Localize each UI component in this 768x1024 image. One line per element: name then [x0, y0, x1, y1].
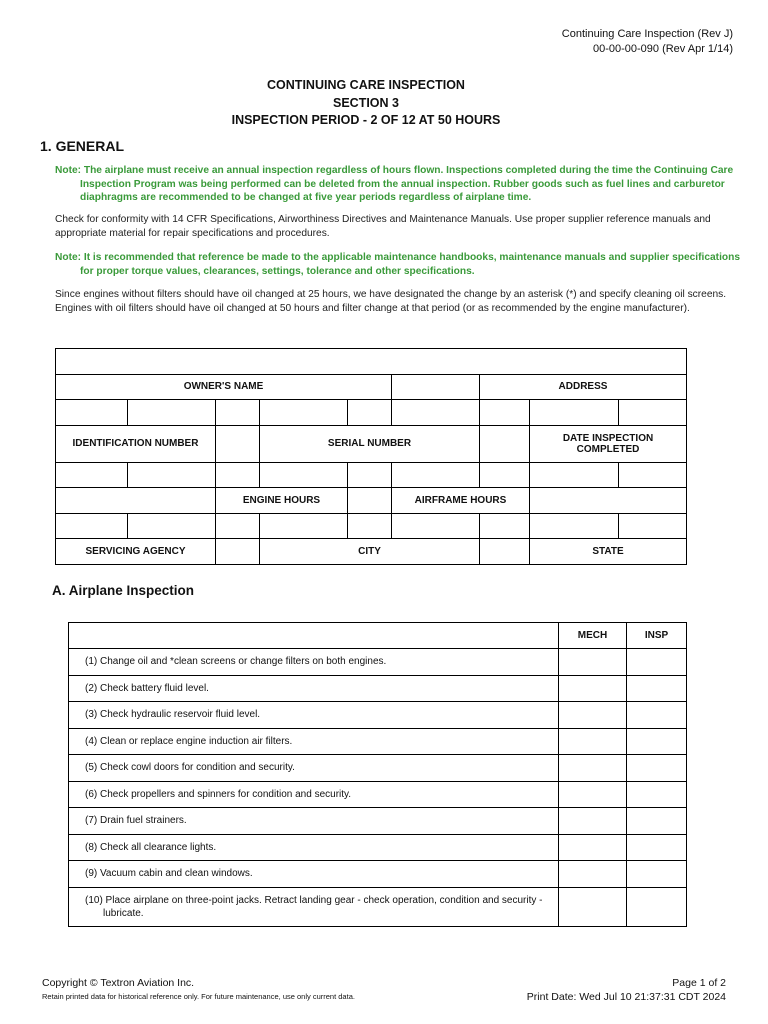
item-header-blank [69, 623, 559, 649]
inspection-item: (4) Clean or replace engine induction air filters. [85, 735, 293, 747]
insp-signoff-cell[interactable] [627, 834, 687, 861]
blank-cell[interactable] [216, 513, 260, 539]
title-line-3: INSPECTION PERIOD - 2 OF 12 AT 50 HOURS [231, 113, 501, 127]
page-number: Page 1 of 2 [672, 977, 726, 989]
blank-cell[interactable] [216, 539, 260, 565]
note-reference: Note: It is recommended that reference be made to the applicable maintenance handbooks, maintenance manuals and supplier specifications for proper torque values, clearances, settings, tolerance and other specifications. [55, 252, 741, 277]
title-line-1: CONTINUING CARE INSPECTION [267, 78, 465, 92]
blank-cell[interactable] [480, 425, 530, 462]
table-row [69, 755, 687, 782]
insp-signoff-cell[interactable] [627, 861, 687, 888]
blank-cell[interactable] [216, 425, 260, 462]
table-row [69, 649, 687, 676]
blank-cell[interactable] [260, 513, 348, 539]
title-line-2: SECTION 3 [333, 95, 399, 110]
blank-cell[interactable] [56, 488, 216, 514]
blank-cell[interactable] [530, 513, 619, 539]
insp-signoff-cell[interactable] [627, 781, 687, 808]
date-inspection-completed-label: DATE INSPECTION COMPLETED [530, 425, 687, 462]
table-row [69, 808, 687, 835]
mech-signoff-cell[interactable] [559, 728, 627, 755]
blank-cell[interactable] [128, 400, 216, 426]
blank-cell[interactable] [480, 513, 530, 539]
retain-note: Retain printed data for historical reference only. For future maintenance, use only current data. [42, 992, 355, 1001]
table-row [69, 728, 687, 755]
blank-cell[interactable] [348, 488, 392, 514]
blank-cell[interactable] [619, 462, 687, 488]
mech-signoff-cell[interactable] [559, 649, 627, 676]
airplane-inspection-heading: A. Airplane Inspection [52, 583, 195, 598]
page-title [0, 77, 732, 130]
blank-cell[interactable] [56, 462, 128, 488]
serial-number-label: SERIAL NUMBER [260, 425, 480, 462]
blank-cell[interactable] [530, 462, 619, 488]
insp-signoff-cell[interactable] [627, 887, 687, 926]
inspection-item: (2) Check battery fluid level. [85, 682, 209, 694]
blank-cell[interactable] [392, 513, 480, 539]
inspection-item: (6) Check propellers and spinners for condition and security. [85, 788, 352, 800]
table-row [69, 887, 687, 926]
blank-cell[interactable] [480, 462, 530, 488]
insp-signoff-cell[interactable] [627, 755, 687, 782]
insp-signoff-cell[interactable] [627, 728, 687, 755]
servicing-agency-label: SERVICING AGENCY [56, 539, 216, 565]
blank-cell[interactable] [392, 462, 480, 488]
owner-info-form [55, 348, 687, 565]
oil-change-paragraph: Since engines without filters should have oil changed at 25 hours, we have designated the change by an asterisk (*) and specify cleaning oil screens. Engines with oil filters should have oil changed at 50 hours and filter change at that period (or as recommended by the engine manufacturer). [55, 289, 727, 314]
note-annual-inspection: Note: The airplane must receive an annual inspection regardless of hours flown. Inspections completed during the time the Continuing Care Inspection Program was being performed can be deleted from the annual inspection. Rubber goods such as fuel lines and carburetor diaphragms are recommended to be changed at five year periods regardless of airplane time. [55, 165, 734, 203]
inspection-item: (9) Vacuum cabin and clean windows. [85, 868, 253, 880]
table-row [69, 675, 687, 702]
insp-signoff-cell[interactable] [627, 808, 687, 835]
conformity-paragraph: Check for conformity with 14 CFR Specifications, Airworthiness Directives and Maintenance Manuals. Use proper supplier reference manuals and appropriate material for repair specifications and procedures. [55, 214, 711, 239]
inspection-item: (7) Drain fuel strainers. [85, 815, 187, 827]
blank-cell[interactable] [260, 462, 348, 488]
state-label: STATE [530, 539, 687, 565]
table-row [69, 702, 687, 729]
blank-cell[interactable] [619, 400, 687, 426]
general-heading: 1. GENERAL [40, 138, 125, 154]
blank-cell[interactable] [392, 374, 480, 400]
insp-signoff-cell[interactable] [627, 702, 687, 729]
doc-title: Continuing Care Inspection (Rev J) [561, 28, 733, 40]
mech-signoff-cell[interactable] [559, 675, 627, 702]
inspection-item: (10) Place airplane on three-point jacks. Retract landing gear - check operation, condition and security - lubricate. [85, 894, 543, 919]
address-label: ADDRESS [480, 374, 687, 400]
print-date: Print Date: Wed Jul 10 21:37:31 CDT 2024 [526, 991, 726, 1003]
owners-name-label: OWNER'S NAME [56, 374, 392, 400]
document-header [562, 27, 733, 56]
mech-signoff-cell[interactable] [559, 702, 627, 729]
copyright-text: Copyright © Textron Aviation Inc. [42, 977, 195, 989]
city-label: CITY [260, 539, 480, 565]
blank-cell[interactable] [128, 513, 216, 539]
insp-signoff-cell[interactable] [627, 649, 687, 676]
blank-cell[interactable] [348, 513, 392, 539]
doc-number: 00-00-00-090 (Rev Apr 1/14) [592, 42, 733, 55]
insp-column-header: INSP [627, 623, 687, 649]
mech-signoff-cell[interactable] [559, 861, 627, 888]
blank-cell[interactable] [480, 400, 530, 426]
blank-cell[interactable] [530, 400, 619, 426]
blank-cell[interactable] [216, 462, 260, 488]
inspection-item: (5) Check cowl doors for condition and security. [85, 762, 295, 774]
table-row [69, 834, 687, 861]
engine-hours-label: ENGINE HOURS [216, 488, 348, 514]
blank-cell[interactable] [392, 400, 480, 426]
blank-cell[interactable] [128, 462, 216, 488]
table-row [69, 861, 687, 888]
airframe-hours-label: AIRFRAME HOURS [392, 488, 530, 514]
mech-signoff-cell[interactable] [559, 781, 627, 808]
inspection-item: (8) Check all clearance lights. [85, 841, 217, 853]
blank-cell[interactable] [619, 513, 687, 539]
form-header-blank[interactable] [56, 349, 687, 375]
blank-cell[interactable] [216, 400, 260, 426]
blank-cell[interactable] [348, 462, 392, 488]
mech-signoff-cell[interactable] [559, 808, 627, 835]
blank-cell[interactable] [480, 539, 530, 565]
blank-cell[interactable] [348, 400, 392, 426]
identification-number-label: IDENTIFICATION NUMBER [56, 425, 216, 462]
inspection-item: (3) Check hydraulic reservoir fluid level. [85, 709, 261, 721]
blank-cell[interactable] [56, 400, 128, 426]
insp-signoff-cell[interactable] [627, 675, 687, 702]
mech-signoff-cell[interactable] [559, 887, 627, 926]
blank-cell[interactable] [530, 488, 687, 514]
mech-column-header: MECH [559, 623, 627, 649]
table-row [69, 781, 687, 808]
inspection-item: (1) Change oil and *clean screens or change filters on both engines. [85, 656, 387, 668]
mech-signoff-cell[interactable] [559, 834, 627, 861]
blank-cell[interactable] [260, 400, 348, 426]
blank-cell[interactable] [56, 513, 128, 539]
mech-signoff-cell[interactable] [559, 755, 627, 782]
airplane-inspection-table [68, 622, 687, 927]
